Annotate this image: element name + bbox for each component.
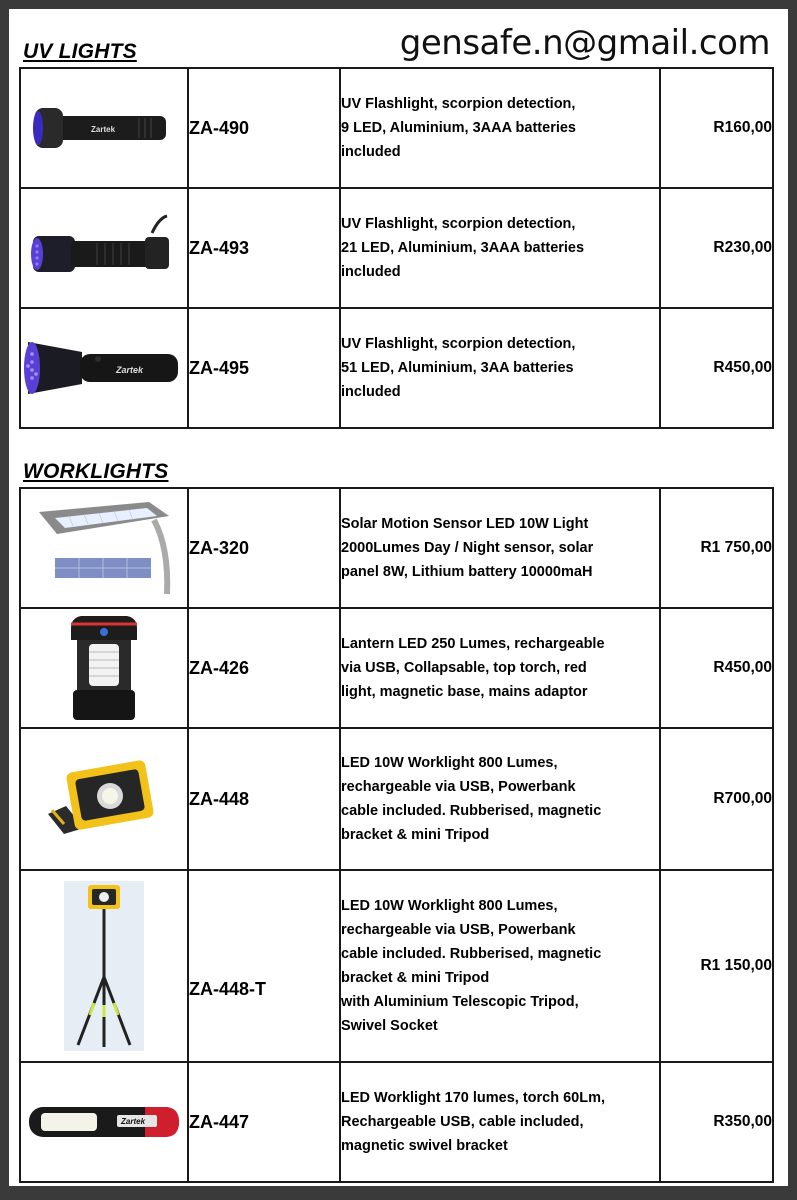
lantern-icon [59, 612, 149, 724]
product-image-cell [20, 1062, 188, 1182]
slim-worklight-icon [25, 1097, 183, 1147]
table-row [20, 488, 773, 608]
table-row [20, 308, 773, 428]
uv-section-title: UV LIGHTS [23, 40, 137, 63]
table-row [20, 68, 773, 188]
product-price: R160,00 [660, 68, 773, 188]
table-row [20, 608, 773, 728]
uv-flashlight-icon [24, 328, 184, 408]
product-price: R230,00 [660, 188, 773, 308]
worklights-table [19, 487, 774, 1183]
product-image-cell [20, 608, 188, 728]
product-code: ZA-495 [188, 308, 340, 428]
product-image-cell [20, 728, 188, 870]
product-code: ZA-447 [188, 1062, 340, 1182]
product-price: R350,00 [660, 1062, 773, 1182]
product-description: Solar Motion Sensor LED 10W Light 2000Lumes Day / Night sensor, solar panel 8W, Lithium battery 10000maH [340, 488, 660, 608]
product-image-cell [20, 188, 188, 308]
contact-email[interactable]: gensafe.n@gmail.com [399, 23, 770, 63]
product-image-cell [20, 68, 188, 188]
worklight-tripod-icon [64, 881, 144, 1051]
product-code: ZA-493 [188, 188, 340, 308]
product-description: Lantern LED 250 Lumes, rechargeable via USB, Collapsable, top torch, red light, magnetic base, mains adaptor [340, 608, 660, 728]
product-price: R450,00 [660, 308, 773, 428]
product-description: UV Flashlight, scorpion detection, 9 LED, Aluminium, 3AAA batteries included [340, 68, 660, 188]
product-code: ZA-448 [188, 728, 340, 870]
product-price: R1 750,00 [660, 488, 773, 608]
uv-flashlight-icon [29, 98, 179, 158]
product-price: R700,00 [660, 728, 773, 870]
table-row [20, 1062, 773, 1182]
product-price: R450,00 [660, 608, 773, 728]
table-row [20, 188, 773, 308]
product-code: ZA-426 [188, 608, 340, 728]
product-description: UV Flashlight, scorpion detection, 21 LED, Aluminium, 3AAA batteries included [340, 188, 660, 308]
product-description: LED 10W Worklight 800 Lumes, rechargeable via USB, Powerbank cable included. Rubberised, magnetic bracket & mini Tripod [340, 728, 660, 870]
product-description: UV Flashlight, scorpion detection, 51 LED, Aluminium, 3AA batteries included [340, 308, 660, 428]
table-row [20, 870, 773, 1062]
uv-flashlight-icon [27, 208, 182, 288]
product-price: R1 150,00 [660, 870, 773, 1062]
uv-lights-table [19, 67, 774, 429]
cob-worklight-icon [44, 754, 164, 844]
product-description: LED 10W Worklight 800 Lumes, rechargeable via USB, Powerbank cable included. Rubberised, magnetic bracket & mini Tripod with Aluminium Telescopic Tripod, Swivel Socket [340, 870, 660, 1062]
catalog-page [9, 9, 788, 1186]
brand-logo: Zartek [116, 365, 144, 375]
worklights-section-title: WORKLIGHTS [23, 460, 169, 483]
product-image-cell [20, 308, 188, 428]
brand-logo: Zartek [121, 1117, 146, 1126]
product-image-cell [20, 870, 188, 1062]
product-description: LED Worklight 170 lumes, torch 60Lm, Rechargeable USB, cable included, magnetic swivel bracket [340, 1062, 660, 1182]
product-image-cell [20, 488, 188, 608]
brand-logo: Zartek [91, 125, 116, 134]
table-row [20, 728, 773, 870]
product-code: ZA-320 [188, 488, 340, 608]
product-code: ZA-490 [188, 68, 340, 188]
product-code: ZA-448-T [188, 870, 340, 1062]
solar-street-light-icon [29, 498, 179, 598]
